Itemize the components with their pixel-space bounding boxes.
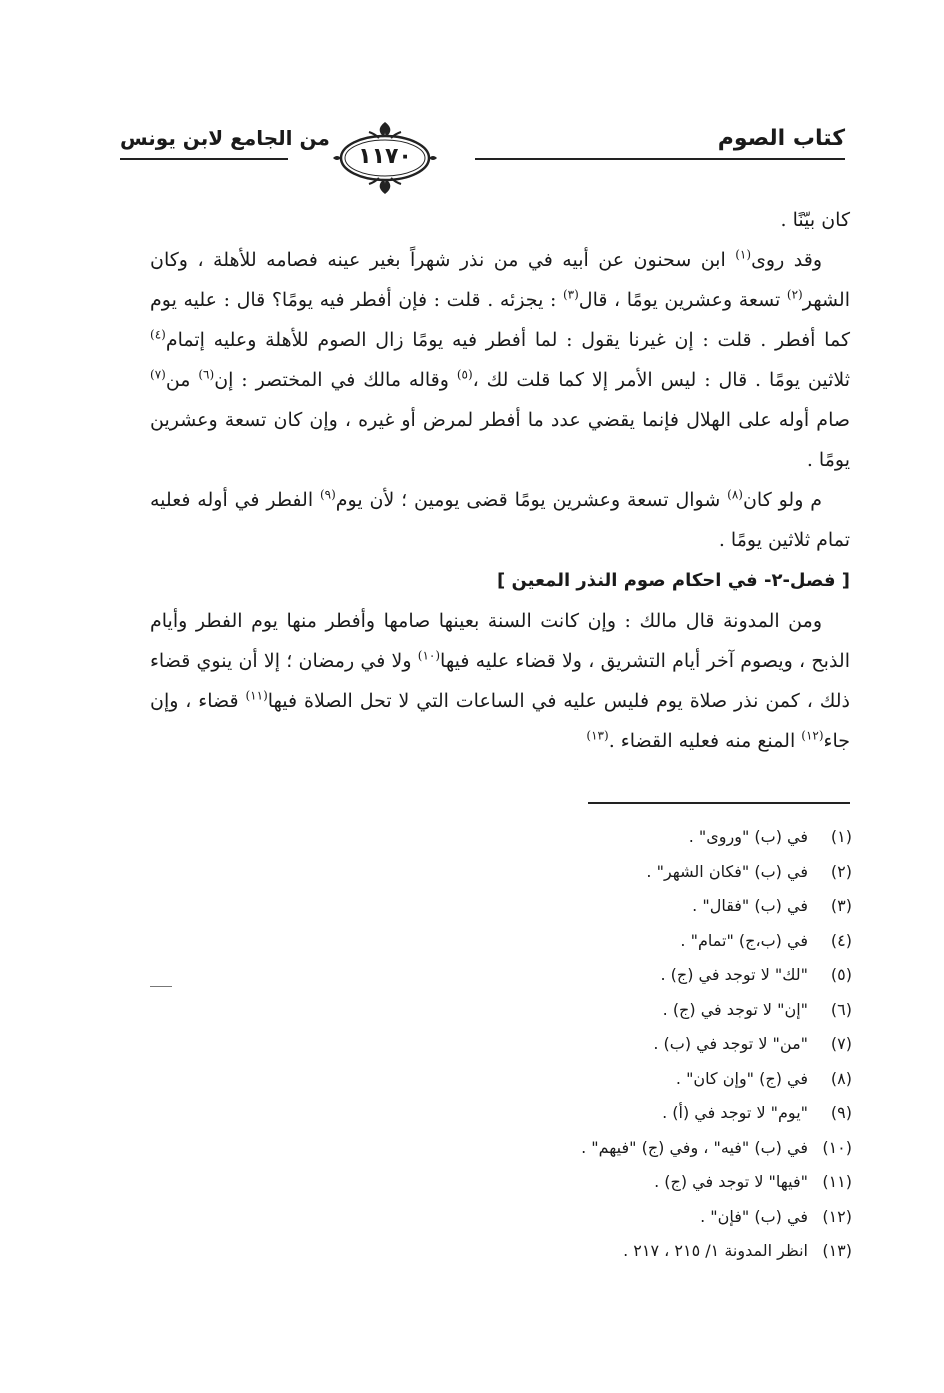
footnote-ref: (٢) [786,287,803,302]
footnotes [292,820,852,1269]
main-text [150,200,850,761]
footnote-item: (٧)"من" لا توجد في (ب) . [653,1034,852,1053]
section-heading: [ فصل-٢- في احكام صوم النذر المعين ] [496,570,850,591]
header-chapter-title: كتاب الصوم [717,126,845,151]
page-number-ornament [285,118,485,198]
footnote-ref: (١) [735,247,752,262]
footnote-ref: (١٢) [801,728,824,743]
footnote-item: (٦)"إن" لا توجد في (ج) . [662,999,852,1019]
footnote-item: (١)في (ب) "وروى" . [688,827,852,846]
scan-mark [150,986,172,987]
footnote-ref: (٣) [562,287,579,302]
footnote-ref: (٦) [198,367,215,382]
footnote-separator [588,802,850,804]
paragraph-4: ومن المدونة قال مالك : وإن كانت السنة بعينها صامها وأفطر منها يوم الفطر وأيام الذبح ، ويصوم آخر أيام التشريق ، ولا قضاء عليه فيها$^{(١٠)}$ ولا في رمضان ؛ إلا أن ينوي قضاء ذلك ، كمن نذر صلاة يوم فليس عليه في الساعات التي لا تحل الصلاة فيها$^{(١١)}$ قضاء ، وإن جاء$^{(١٢)}$ المنع منه فعليه القضاء .$^{(١٣)}$ [150,610,850,752]
footnote-ref: (١٠) [417,648,441,663]
footnote-item: (٨)في (ج) "وإن كان" . [675,1068,852,1088]
footnote-item: (١٣)انظر المدونة ١/ ٢١٥ ، ٢١٧ . [623,1241,852,1260]
header-rule-left [120,158,288,160]
paragraph-1: كان بيّنًا . [780,209,850,231]
header-rule-right [475,158,845,160]
page-number: ١١٧٠ [358,144,412,169]
footnote-item: (٢)في (ب) "فكان الشهر" . [646,861,852,881]
footnote-ref: (٩) [319,487,336,502]
footnote-item: (٥)"لك" لا توجد في (ج) . [660,965,852,984]
footnote-ref: (٥) [456,367,473,382]
footnote-item: (٣)في (ب) "فقال" . [692,896,852,915]
footnote-item: (٩)"يوم" لا توجد في (أ) . [662,1103,852,1122]
footnote-ref: (١٣) [586,728,609,743]
footnote-item: (١٢)في (ب) "فإن" . [700,1206,852,1226]
header-book-title: من الجامع لابن يونس [120,126,330,150]
paragraph-2: وقد روى$^{(١)}$ ابن سحنون عن أبيه في من نذر شهراً بغير عينه فصامه للأهلة ، وكان الشهر$^{(٢)}$ تسعة وعشرين يومًا ، قال$^{(٣)}$ : يجزئه . قلت : فإن أفطر فيه يومًا؟ قال : عليه يوم كما أفطر . قلت : إن غيرنا يقول : لما أفطر فيه يومًا زال الصوم للأهلة وعليه إتمام$^{(٤)}$ ثلاثين يومًا . قال : ليس الأمر إلا كما قلت لك ،$^{(٥)}$ وقاله مالك في المختصر : إن$^{(٦)}$ من$^{(٧)}$ صام أوله على الهلال فإنما يقضي عدد ما أفطر لمرض أو غيره ، وإن كان تسعة وعشرين يومًا . [150,247,851,471]
paragraph-3: م ولو كان$^{(٨)}$ شوال تسعة وعشرين يومًا قضى يومين ؛ لأن يوم$^{(٩)}$ الفطر في أوله فعليه تمام ثلاثين يومًا . [150,487,850,551]
footnote-item: (١١)"فيها" لا توجد في (ج) . [654,1172,852,1191]
footnote-ref: (٧) [150,367,166,382]
page-header [120,118,845,198]
footnote-ref: (١١) [245,688,268,703]
footnote-item: (١٠)في (ب) "فيه" ، وفي (ج) "فيهم" . [581,1137,852,1157]
footnote-item: (٤)في (ب،ج) "تمام" . [680,930,852,950]
footnote-ref: (٤) [150,327,166,342]
footnote-ref: (٨) [727,487,743,502]
